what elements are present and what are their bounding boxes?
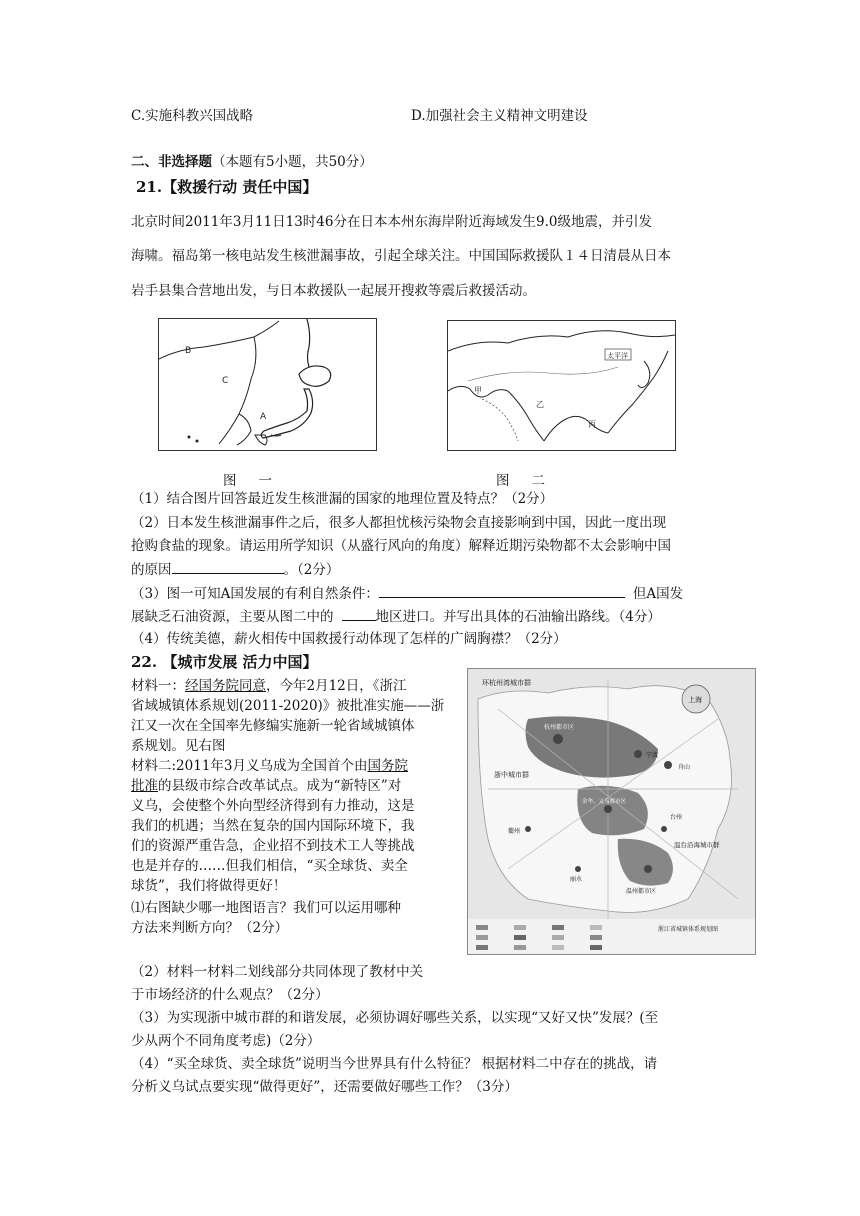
map2-label-jia: 甲 [474, 386, 482, 395]
map1-label-b: B [185, 346, 192, 356]
japan-map-graphic [159, 319, 376, 450]
map2-label-bing: 丙 [588, 420, 596, 429]
q21-sub2-line-1: （2）日本发生核泄漏事件之后，很多人都担忧核污染物会直接影响到中国，因此一度出现 [131, 515, 667, 531]
q22-m1-line-3: 江又一次在全国率先修编实施新一轮省域城镇体 [131, 718, 415, 734]
q22-s4-line-1: （4）“买全球货、卖全球货”说明当今世界具有什么特征？ 根据材料二中存在的挑战，请 [131, 1056, 658, 1072]
q22-m2-line-1: 材料二:2011年3月义乌成为全国首个由国务院 [131, 758, 408, 774]
map-japan [158, 318, 377, 451]
map2-caption: 图二 [496, 473, 567, 489]
q22-m2-line-5: 们的资源严重告急，企业招不到技术工人等挑战 [131, 838, 415, 854]
q22-m1-line-2: 省域城镇体系规划(2011-2020)》被批准实施——浙 [131, 698, 445, 714]
q22-s3-line-2: 少从两个不同角度考虑)（2分） [131, 1033, 321, 1049]
map-label-shanghai: 上海 [688, 696, 702, 704]
q22-m2-line-3: 义乌，会使整个外向型经济得到有力推动，这是 [131, 798, 415, 814]
q22-m2-line-4: 我们的机遇；当然在复杂的国内国际环境下，我 [131, 818, 415, 834]
q21-sub3-line-1: （3）图一可知A国发展的有利自然条件： 但A国发 [131, 583, 683, 604]
map-footer-title: 浙江省城镇体系规划图 [658, 926, 719, 933]
q22-s4-line-2: 分析义乌试点要实现“做得更好”，还需要做好哪些工作？（3分） [131, 1079, 518, 1095]
q21-intro-line-2: 海啸。福岛第一核电站发生核泄漏事故，引起全球关注。中国国际救援队１４日清晨从日本 [131, 248, 671, 264]
zhejiang-map-graphic [468, 669, 755, 954]
q21-sub2-line-2: 抢购食盐的现象。请运用所学知识（从盛行风向的角度）解释近期污染物都不太会影响中国 [131, 538, 671, 554]
q22-s3-line-1: （3）为实现浙中城市群的和谐发展，必须协调好哪些关系，以实现“又好又快”发展？(至 [131, 1010, 659, 1026]
map-label-ningbo: 宁波 [646, 752, 659, 759]
q21-sub1: （1）结合图片回答最近发生核泄漏的国家的地理位置及特点？（2分） [131, 491, 554, 507]
map2-label-pacific: 太平洋 [607, 352, 628, 360]
q21-intro-line-3: 岩手县集合营地出发，与日本救援队一起展开搜救等震后救援活动。 [131, 283, 536, 299]
zhejiang-map [467, 668, 756, 955]
q22-m2-line-2: 批准的县级市综合改革试点。成为“新特区”对 [131, 778, 402, 794]
section-heading [131, 152, 373, 172]
asia-map-graphic [448, 321, 675, 450]
section-note: （本题有5小题，共50分） [212, 154, 373, 170]
q22-s1-line-1: ⑴右图缺少哪一地图语言？我们可以运用哪种 [131, 900, 401, 916]
map2-label-yi: 乙 [536, 400, 544, 409]
q22-s1-line-2: 方法来判断方向？（2分） [131, 920, 289, 936]
map-label-taizhou: 台州 [670, 814, 683, 821]
q21-sub2-line-3: 的原因 。（2分） [131, 559, 339, 580]
q22-s2-line-1: （2）材料一材料二划线部分共同体现了教材中关 [131, 964, 424, 980]
map-asia [447, 320, 676, 451]
q22-m1-line-4: 系规划。见右图 [131, 738, 226, 754]
map-label-hangzhou-bay: 环杭州湾城市群 [482, 679, 531, 687]
q21-heading: 21.【救援行动 责任中国】 [136, 178, 318, 196]
map-label-wentai: 温台沿海城市群 [674, 841, 720, 849]
map-label-lishui: 丽水 [570, 876, 583, 883]
map1-label-c: C [222, 376, 229, 386]
section-title: 二、非选择题 [131, 154, 212, 170]
q21-sub3-line-2: 展缺乏石油资源，主要从图二中的 地区进口。并写出具体的石油输出路线。（4分） [131, 606, 661, 627]
q22-m1-line-1: 材料一：经国务院同意，今年2月12日，《浙江 [131, 678, 407, 694]
map1-caption: 图一 [223, 473, 294, 489]
map-label-quzhou: 衢州 [508, 828, 521, 835]
q21-sub4: （4）传统美德，薪火相传中国救援行动体现了怎样的广阔胸襟？（2分） [131, 631, 567, 647]
q22-heading: 22. 【城市发展 活力中国】 [131, 653, 318, 671]
map-label-jinhua-yiwu: 金华、义乌都市区 [582, 799, 627, 805]
option-d: D.加强社会主义精神文明建设 [411, 108, 588, 124]
q22-materials [131, 676, 461, 938]
q22-m2-line-6: 也是并存的……但我们相信，“买全球货、卖全 [131, 858, 408, 874]
map1-label-a: A [260, 412, 267, 422]
q21-intro-line-1: 北京时间2011年3月11日13时46分在日本本州东海岸附近海域发生9.0级地震，并引发 [131, 214, 652, 230]
q22-s2-line-2: 于市场经济的什么观点？（2分） [131, 987, 329, 1003]
q22-m2-line-7: 球货”，我们将做得更好！ [131, 878, 287, 894]
answer-blank-3[interactable] [342, 606, 376, 621]
map-label-zhezhong: 浙中城市群 [494, 771, 529, 779]
option-c: C.实施科教兴国战略 [131, 108, 254, 124]
map-label-hangzhou: 杭州都市区 [544, 724, 575, 731]
answer-blank-2[interactable] [379, 583, 625, 598]
map-label-zhoushan: 舟山 [678, 764, 691, 771]
answer-blank-1[interactable] [172, 559, 284, 574]
map-label-wenzhou: 温州都市区 [626, 888, 657, 895]
